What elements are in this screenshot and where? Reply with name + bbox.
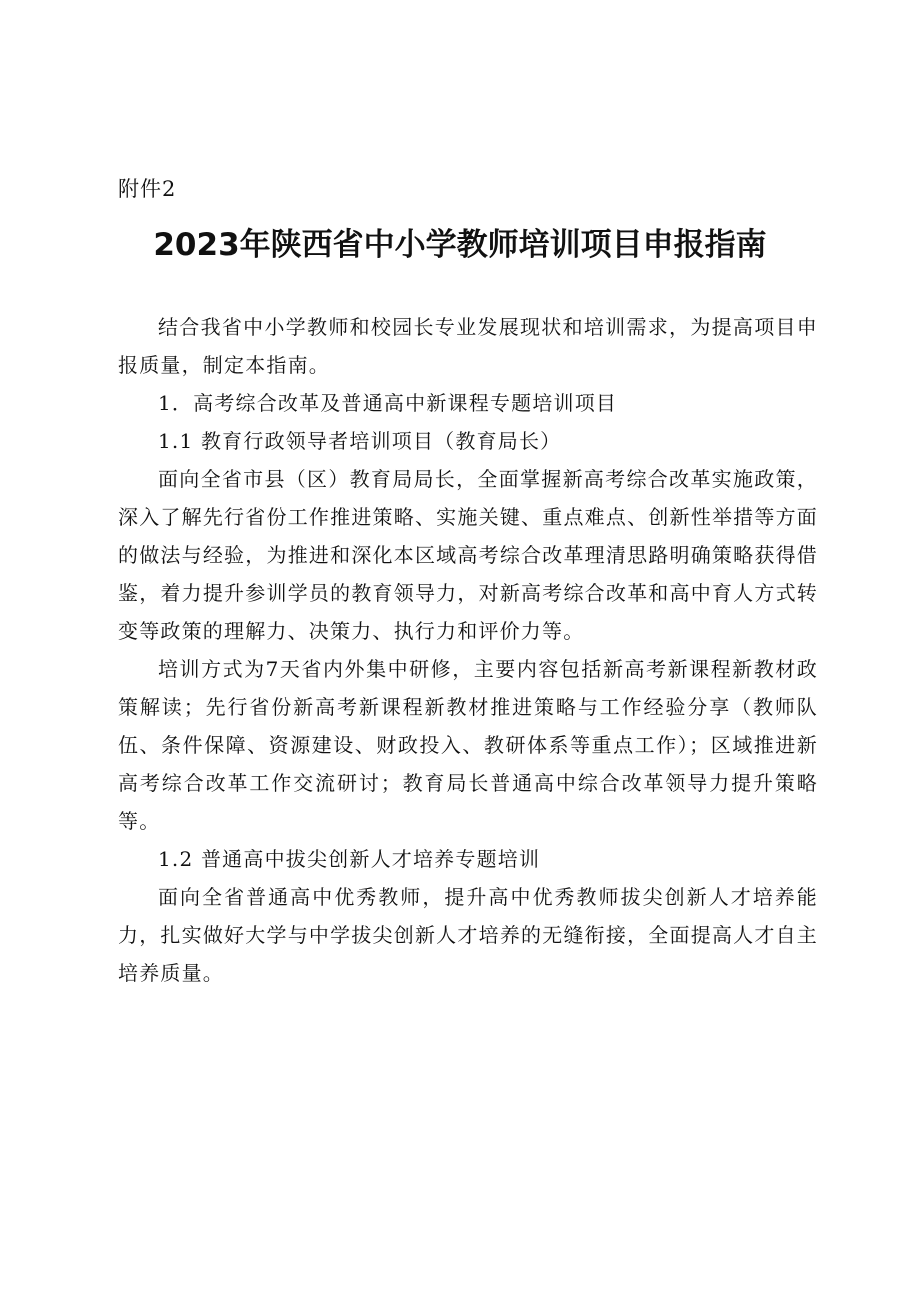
section-1-2-paragraph-1: 面向全省普通高中优秀教师，提升高中优秀教师拔尖创新人才培养能力，扎实做好大学与中学拔尖创新人才培养的无缝衔接，全面提高人才自主培养质量。 bbox=[118, 885, 818, 985]
section-1-2-heading: 1.2 普通高中拔尖创新人才培养专题培训 bbox=[158, 847, 541, 871]
document-title: 2023年陕西省中小学教师培训项目申报指南 bbox=[153, 227, 767, 263]
section-1-1-paragraph-1: 面向全省市县（区）教育局局长，全面掌握新高考综合改革实施政策，深入了解先行省份工作推进策略、实施关键、重点难点、创新性举措等方面的做法与经验，为推进和深化本区域高考综合改革理清思路明确策略获得借鉴，着力提升参训学员的教育领导力，对新高考综合改革和高中育人方式转变等政策的理解力、决策力、执行力和评价力等。 bbox=[118, 467, 818, 643]
section-1-heading: 1．高考综合改革及普通高中新课程专题培训项目 bbox=[158, 391, 618, 415]
attachment-label: 附件2 bbox=[118, 177, 177, 201]
document-body bbox=[118, 308, 818, 992]
section-1-1-paragraph-2: 培训方式为7天省内外集中研修，主要内容包括新高考新课程新教材政策解读；先行省份新高考新课程新教材推进策略与工作经验分享（教师队伍、条件保障、资源建设、财政投入、教研体系等重点工作）；区域推进新高考综合改革工作交流研讨；教育局长普通高中综合改革领导力提升策略等。 bbox=[118, 657, 818, 833]
intro-paragraph: 结合我省中小学教师和校园长专业发展现状和培训需求，为提高项目申报质量，制定本指南。 bbox=[118, 315, 818, 377]
section-1-1-heading: 1.1 教育行政领导者培训项目（教育局长） bbox=[158, 429, 562, 453]
